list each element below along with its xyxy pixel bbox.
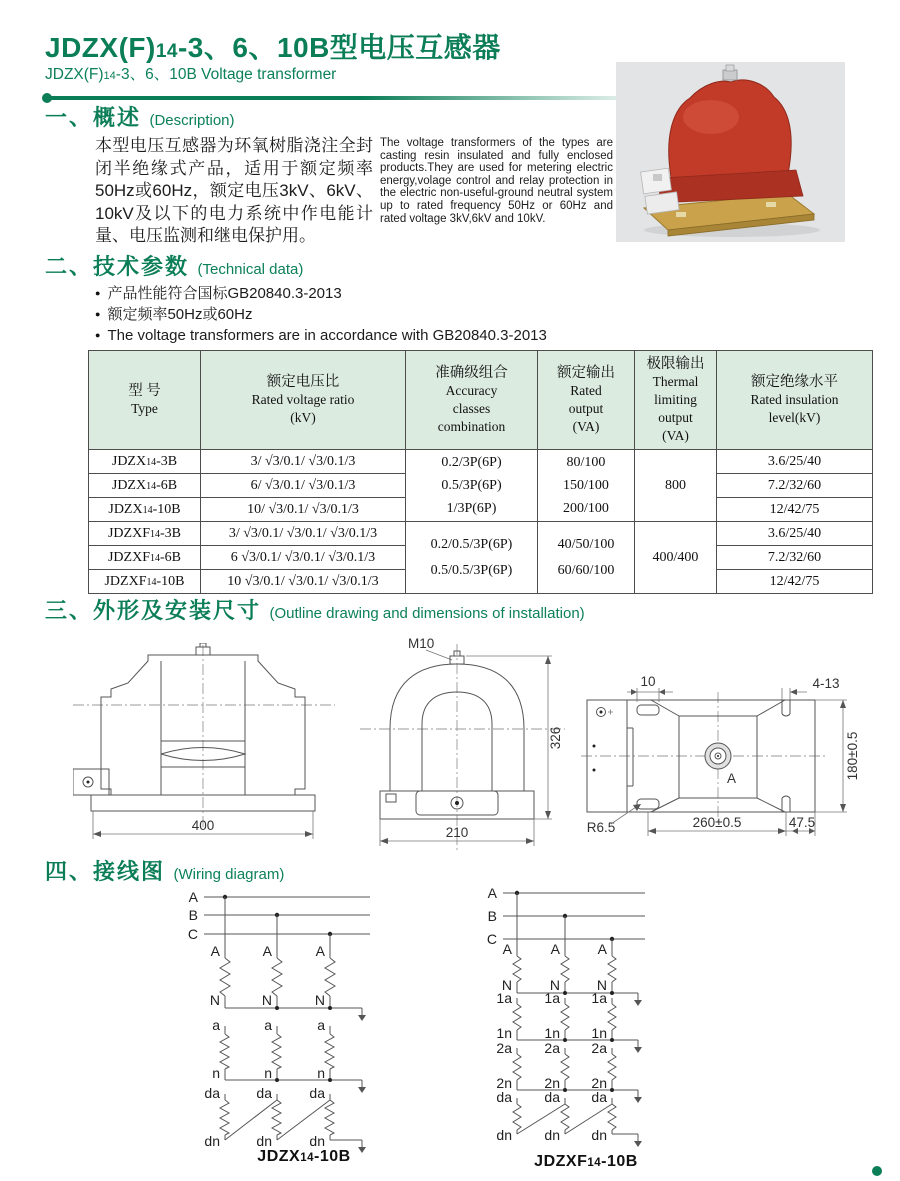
subtitle-subscript: 14 — [103, 70, 116, 82]
front-view-drawing — [73, 643, 335, 849]
top-dimension-10 — [627, 674, 673, 702]
dim-10-label: 10 — [640, 674, 656, 689]
page-corner-dot — [872, 1166, 882, 1176]
winding-label-da: da — [496, 1089, 512, 1105]
ground-symbol — [634, 1090, 642, 1103]
header-line: 额定绝缘水平 — [751, 374, 838, 390]
header-line: Type — [131, 401, 158, 416]
winding-label-da: da — [591, 1089, 607, 1105]
bullet-item: ● 额定频率50Hz或60Hz — [95, 304, 547, 325]
section-title-en: (Outline drawing and dimensions of installation) — [269, 605, 585, 622]
header-line: (VA) — [572, 419, 600, 434]
accuracy-line: 0.5/0.5/3P(6P) — [430, 562, 513, 578]
bullet-item: ● The voltage transformers are in accordance with GB20840.3-2013 — [95, 325, 547, 346]
cell-insulation: 12/42/75 — [717, 570, 873, 594]
side-m10-label — [408, 636, 452, 660]
header-voltage-ratio — [201, 351, 406, 450]
section-title-cn: 技术参数 — [93, 254, 190, 279]
top-dimension-r65 — [587, 804, 641, 835]
winding-label-1a: 1a — [496, 990, 512, 1006]
winding-label-1n: 1n — [544, 1025, 560, 1041]
cell-thermal-group2: 400/400 — [635, 522, 717, 594]
winding-label-da: da — [204, 1085, 220, 1101]
page-title — [45, 26, 501, 66]
winding-label-dn: dn — [544, 1127, 560, 1143]
auxiliary-windings — [204, 1085, 366, 1153]
top-dimension-260 — [648, 812, 815, 836]
accuracy-line: 0.2/3P(6P) — [441, 455, 502, 470]
header-line: combination — [437, 419, 506, 434]
primary-windings — [210, 897, 366, 1021]
bus-label-c: C — [187, 926, 198, 942]
section-overview-heading — [45, 101, 235, 132]
cell-thermal-group1: 800 — [635, 450, 717, 522]
top-left-slot — [637, 705, 659, 715]
side-dimension-326 — [466, 656, 563, 819]
winding-label-A: A — [502, 941, 512, 957]
title-prefix: JDZX(F) — [45, 32, 156, 63]
caption-text: -10B — [601, 1153, 638, 1170]
auxiliary-windings — [496, 1089, 642, 1147]
cell-insulation: 3.6/25/40 — [717, 522, 873, 546]
winding-label-A: A — [315, 943, 325, 959]
bus-label-b: B — [188, 907, 198, 923]
cell-type — [89, 498, 201, 522]
output-line: 80/100 — [566, 455, 606, 470]
header-line: (kV) — [290, 410, 316, 425]
header-line: 型 号 — [128, 383, 161, 399]
header-type — [89, 351, 201, 450]
winding-label-2a: 2a — [591, 1040, 607, 1056]
winding-label-a: a — [264, 1017, 272, 1033]
dim-475-label: 47.5 — [788, 815, 816, 830]
subtitle-prefix: JDZX(F) — [45, 66, 104, 83]
section-wiring-heading — [45, 855, 284, 886]
winding-label-N: N — [314, 992, 325, 1008]
winding-label-N: N — [596, 977, 607, 993]
ground-symbol — [634, 1134, 642, 1147]
output-line: 150/100 — [563, 478, 609, 493]
winding-label-A: A — [550, 941, 560, 957]
top-terminal-bolt — [723, 70, 737, 80]
output-line: 200/100 — [563, 501, 609, 516]
cell-ratio: 10/ √3/0.1/ √3/0.1/3 — [201, 498, 406, 522]
ground-symbol — [634, 993, 642, 1006]
cell-insulation: 12/42/75 — [717, 498, 873, 522]
bullet-item: ● 产品性能符合国标GB20840.3-2013 — [95, 283, 547, 304]
caption-text: JDZXF — [534, 1153, 588, 1170]
top-dimension-4-13 — [782, 676, 840, 700]
cell-accuracy-group1 — [406, 450, 538, 522]
front-body-outline — [73, 643, 315, 811]
secondary-windings — [212, 1017, 366, 1093]
header-line: Rated — [570, 383, 602, 398]
winding-label-1a: 1a — [544, 990, 560, 1006]
section-title-en: (Technical data) — [197, 261, 304, 278]
winding-label-1n: 1n — [496, 1025, 512, 1041]
overview-text-english: The voltage transformers of the types are casting resin insulated and fully enclosed products.They are used for metering electric energy,volage control and relay protection in the electric non-useful-ground neutral system up to rated frequency 50Hz or 60Hz and rated voltage 3kV,6kV and 10kV. — [380, 137, 613, 225]
ground-symbol — [634, 1040, 642, 1053]
winding-label-da: da — [256, 1085, 272, 1101]
cell-insulation: 3.6/25/40 — [717, 450, 873, 474]
cell-type — [89, 522, 201, 546]
winding-label-n: n — [264, 1065, 272, 1081]
cell-type — [89, 570, 201, 594]
winding-label-dn: dn — [591, 1127, 607, 1143]
header-accuracy — [406, 351, 538, 450]
header-line: Thermal — [652, 374, 699, 389]
bus-lines — [487, 885, 645, 947]
section-number: 四、 — [45, 859, 94, 884]
winding-label-N: N — [261, 992, 272, 1008]
cell-insulation: 7.2/32/60 — [717, 546, 873, 570]
section-title-en: (Description) — [149, 112, 235, 129]
cell-type — [89, 450, 201, 474]
type-subscript: 14 — [146, 456, 157, 468]
cell-type — [89, 474, 201, 498]
winding-label-N: N — [209, 992, 220, 1008]
cell-insulation: 7.2/32/60 — [717, 474, 873, 498]
primary-windings — [502, 893, 642, 1006]
bus-label-c: C — [486, 931, 497, 947]
winding-label-2a: 2a — [496, 1040, 512, 1056]
winding-label-1n: 1n — [591, 1025, 607, 1041]
dim-m10-label: M10 — [408, 636, 435, 651]
winding-label-n: n — [212, 1065, 220, 1081]
wiring-diagram-jdzx — [168, 884, 440, 1156]
cell-ratio: 3/ √3/0.1/ √3/0.1/ √3/0.1/3 — [201, 522, 406, 546]
type-text: -6B — [156, 477, 178, 493]
bus-label-a: A — [487, 885, 497, 901]
winding-label-A: A — [210, 943, 220, 959]
dim-r65-label: R6.5 — [586, 820, 616, 835]
table-row — [89, 450, 873, 474]
dim-4-13-label: 4-13 — [812, 676, 840, 691]
type-text: -3B — [156, 453, 178, 469]
header-line: Rated insulation — [750, 392, 839, 407]
bottom-right-notch — [782, 796, 790, 812]
header-line: 额定输出 — [557, 365, 615, 381]
cell-accuracy-group2 — [406, 522, 538, 594]
winding-label-da: da — [544, 1089, 560, 1105]
caption-text: -10B — [314, 1148, 351, 1165]
cell-ratio: 3/ √3/0.1/ √3/0.1/3 — [201, 450, 406, 474]
section-title-cn: 接线图 — [93, 859, 166, 884]
cell-output-group1 — [538, 450, 635, 522]
dim-260-label: 260±0.5 — [692, 815, 742, 830]
section-title-cn: 外形及安装尺寸 — [93, 598, 262, 623]
cell-ratio: 10 √3/0.1/ √3/0.1/ √3/0.1/3 — [201, 570, 406, 594]
dim-400-label: 400 — [191, 818, 215, 833]
header-line: 准确级组合 — [435, 365, 508, 381]
winding-label-a: a — [317, 1017, 325, 1033]
winding-label-2a: 2a — [544, 1040, 560, 1056]
title-divider-line — [45, 96, 623, 100]
wiring-caption-jdzx — [168, 1148, 440, 1166]
secondary2-windings — [496, 1040, 642, 1103]
product-photo — [616, 62, 845, 242]
header-line: output — [658, 410, 693, 425]
header-line: classes — [452, 401, 491, 416]
top-right-notch — [782, 700, 790, 716]
ground-symbol — [358, 1080, 366, 1093]
type-subscript: 14 — [150, 528, 160, 540]
cell-ratio: 6 √3/0.1/ √3/0.1/ √3/0.1/3 — [201, 546, 406, 570]
overview-text-chinese: 本型电压互感器为环氧树脂浇注全封闭半绝缘式产品，适用于额定频率50Hz或60Hz，额定电压3kV、6kV、10kV及以下的电力系统中作电能计量、电压监测和继电保护用。 — [95, 136, 373, 245]
top-dimension-180 — [815, 700, 860, 812]
section-outline-heading — [45, 594, 585, 625]
winding-label-dn: dn — [309, 1133, 325, 1149]
winding-label-2n: 2n — [591, 1075, 607, 1091]
header-line: output — [568, 401, 604, 416]
winding-label-A: A — [597, 941, 607, 957]
front-centerlines — [73, 645, 335, 829]
winding-label-2n: 2n — [496, 1075, 512, 1091]
type-subscript: 14 — [142, 504, 153, 516]
header-line: Accuracy — [445, 383, 498, 398]
wiring-caption-jdzxf — [433, 1153, 739, 1171]
title-subscript: 14 — [155, 41, 178, 62]
section-number: 三、 — [45, 598, 94, 623]
header-line: Rated voltage ratio — [251, 392, 355, 407]
front-dimension-400 — [93, 811, 313, 839]
type-text: JDZX — [111, 477, 147, 493]
header-line: level(kV) — [768, 410, 821, 425]
section-title-cn: 概述 — [93, 105, 142, 130]
section-number: 一、 — [45, 105, 94, 130]
bus-label-a: A — [188, 889, 198, 905]
winding-label-da: da — [309, 1085, 325, 1101]
winding-label-N: N — [549, 977, 560, 993]
header-rated-output — [538, 351, 635, 450]
technical-data-table — [88, 350, 873, 594]
header-line: limiting — [654, 392, 697, 407]
accuracy-line: 0.5/3P(6P) — [441, 478, 502, 493]
type-subscript: 14 — [146, 576, 157, 588]
type-text: JDZX — [111, 453, 147, 469]
winding-label-a: a — [212, 1017, 220, 1033]
winding-label-n: n — [317, 1065, 325, 1081]
type-text: -3B — [160, 525, 181, 541]
type-text: -6B — [160, 549, 181, 565]
section-technical-heading — [45, 250, 303, 281]
type-text: JDZXF — [107, 525, 150, 541]
type-text: -10B — [156, 573, 185, 589]
caption-text: JDZX — [257, 1148, 301, 1165]
type-text: -10B — [152, 501, 181, 517]
wiring-diagram-jdzxf — [433, 878, 739, 1154]
winding-label-1a: 1a — [591, 990, 607, 1006]
winding-label-2n: 2n — [544, 1075, 560, 1091]
cell-output-group2 — [538, 522, 635, 594]
type-text: JDZXF — [104, 573, 147, 589]
bus-lines — [188, 889, 370, 942]
winding-label-dn: dn — [204, 1133, 220, 1149]
bus-label-b: B — [487, 908, 497, 924]
header-insulation — [717, 351, 873, 450]
section-number: 二、 — [45, 254, 94, 279]
dim-210-label: 210 — [445, 825, 469, 840]
caption-subscript: 14 — [587, 1157, 602, 1169]
section-title-en: (Wiring diagram) — [173, 866, 285, 883]
winding-label-dn: dn — [256, 1133, 272, 1149]
accuracy-line: 0.2/0.5/3P(6P) — [430, 536, 513, 552]
type-text: JDZX — [108, 501, 143, 517]
winding-label-A: A — [262, 943, 272, 959]
header-thermal-limit — [635, 351, 717, 450]
type-subscript: 14 — [150, 552, 160, 564]
cell-type — [89, 546, 201, 570]
table-header-row — [89, 351, 873, 450]
dim-180-label: 180±0.5 — [845, 731, 860, 781]
caption-subscript: 14 — [300, 1152, 314, 1164]
ground-symbol — [358, 1008, 366, 1021]
table-row — [89, 522, 873, 546]
output-line: 60/60/100 — [557, 562, 615, 578]
winding-label-N: N — [501, 977, 512, 993]
dim-a-label: A — [727, 771, 737, 786]
subtitle-suffix: -3、6、10B Voltage transformer — [115, 66, 337, 83]
title-suffix: -3、6、10B型电压互感器 — [177, 32, 501, 63]
page-subtitle — [45, 62, 336, 84]
side-view-drawing — [360, 634, 565, 856]
secondary1-windings — [496, 990, 642, 1053]
output-line: 40/50/100 — [557, 536, 615, 552]
type-text: JDZXF — [107, 549, 150, 565]
header-line: (VA) — [662, 428, 689, 443]
dim-326-label: 326 — [548, 726, 563, 750]
winding-label-dn: dn — [496, 1127, 512, 1143]
header-line: 极限输出 — [646, 356, 705, 372]
header-line: 额定电压比 — [266, 374, 340, 390]
accuracy-line: 1/3P(6P) — [446, 501, 497, 516]
type-subscript: 14 — [146, 480, 157, 492]
bottom-left-slot — [637, 799, 659, 809]
cell-ratio: 6/ √3/0.1/ √3/0.1/3 — [201, 474, 406, 498]
top-view-drawing — [581, 652, 887, 844]
